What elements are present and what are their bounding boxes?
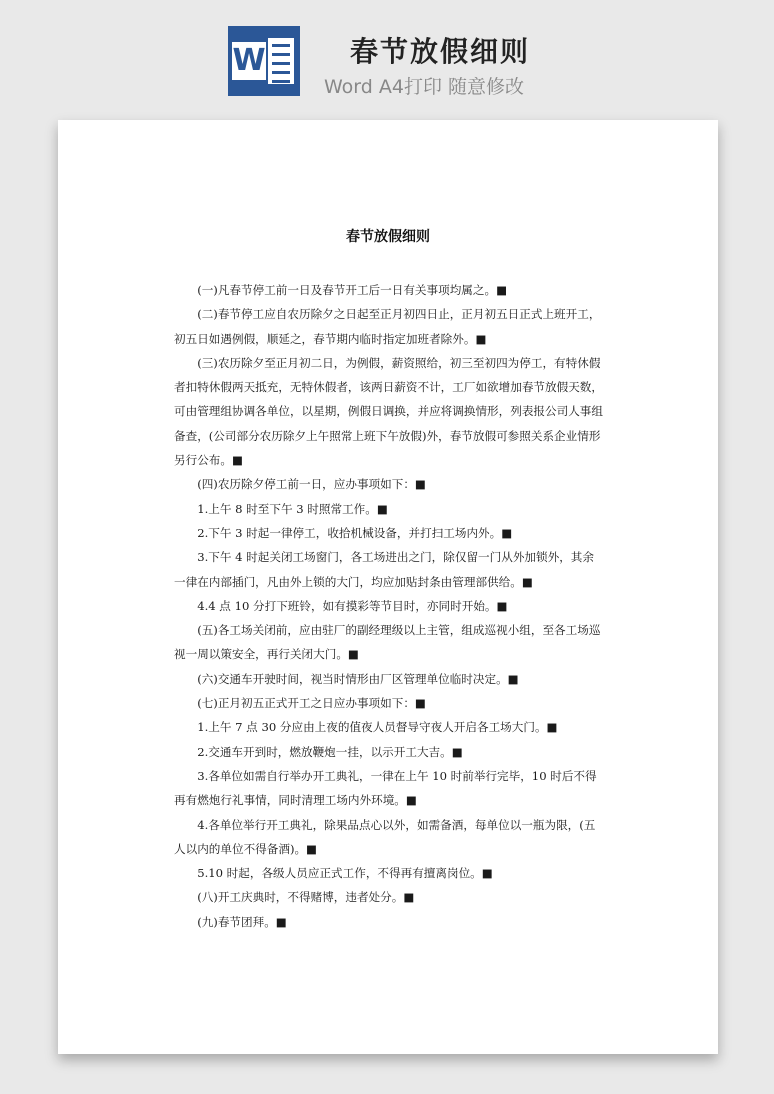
paragraph: 1.上午 7 点 30 分应由上夜的值夜人员督导守夜人开启各工场大门。■ [197,720,558,735]
header [0,0,774,110]
paragraph: (一)凡春节停工前一日及春节开工后一日有关事项均属之。■ [197,283,508,297]
paragraph: 5.10 时起，各级人员应正式工作，不得再有擅离岗位。■ [197,866,493,881]
document-body [174,278,604,934]
paragraph: (八)开工庆典时，不得赌博，违者处分。■ [197,890,415,905]
paragraph: (四)农历除夕停工前一日，应办事项如下：■ [197,477,426,492]
paragraph: 3.各单位如需自行举办开工典礼，一律在上午 10 时前举行完毕，10 时后不得再有燃炮行礼事情，同时清理工场内外环境。■ [174,768,597,808]
document-page [58,120,718,1054]
paragraph: 4.4 点 10 分打下班铃，如有摸彩等节目时，亦同时开始。■ [197,598,508,613]
word-letter: W [232,43,266,78]
paragraph: (六)交通车开驶时间，视当时情形由厂区管理单位临时决定。■ [197,671,519,686]
paragraph: (七)正月初五正式开工之日应办事项如下：■ [197,696,426,711]
paragraph: (二)春节停工应自农历除夕之日起至正月初四日止，正月初五日正式上班开工，初五日如遇例假，顺延之，春节期内临时指定加班者除外。■ [174,307,601,346]
paragraph: (三)农历除夕至正月初二日，为例假，薪资照给，初三至初四为停工，有特休假者扣特休假两天抵充，无特休假者，该两日薪资不计，工厂如欲增加春节放假天数，可由管理组协调各单位，以星期，例假日调换，并应将调换情形，列表报公司人事组备查，(公司部分农历除夕上午照常上班下午放假)外，春节放假可参照关系企业情形另行公布。■ [174,355,603,468]
paragraph: 4.各单位举行开工典礼，除果品点心以外，如需备酒，每单位以一瓶为限，(五人以内的单位不得备酒)。■ [174,817,596,856]
header-title: 春节放假细则 [350,35,531,68]
paragraph: 3.下午 4 时起关闭工场窗门，各工场进出之门，除仅留一门从外加锁外，其余一律在内部插门，凡由外上锁的大门，均应加贴封条由管理部供给。■ [174,550,594,589]
paragraph: (五)各工场关闭前，应由驻厂的副经理级以上主管，组成巡视小组，至各工场巡视一周以策安全，再行关闭大门。■ [174,623,601,662]
document-title: 春节放假细则 [346,229,430,245]
paragraph: 2.下午 3 时起一律停工，收拾机械设备，并打扫工场内外。■ [197,525,513,540]
paragraph: 1.上午 8 时至下午 3 时照常工作。■ [197,501,388,516]
header-subtitle: Word A4打印 随意修改 [324,76,525,98]
word-icon [228,26,300,96]
paragraph: (九)春节团拜。■ [197,914,287,929]
paragraph: 2.交通车开到时，燃放鞭炮一挂，以示开工大吉。■ [197,744,463,759]
document-lines-icon [268,38,294,84]
